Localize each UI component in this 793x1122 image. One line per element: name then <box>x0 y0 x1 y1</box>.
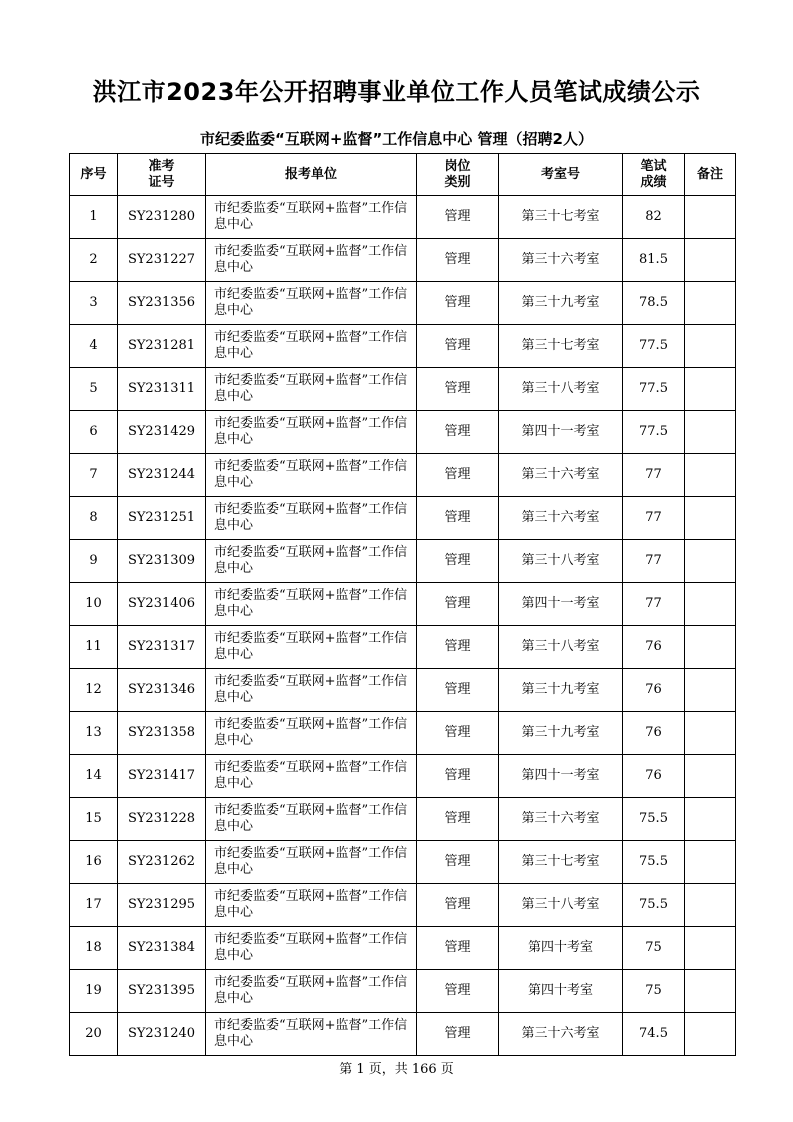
cell-room: 第三十六考室 <box>499 798 623 841</box>
cell-room: 第三十八考室 <box>499 884 623 927</box>
col-header-room: 考室号 <box>499 154 623 196</box>
cell-post: 管理 <box>417 927 499 970</box>
cell-score: 75.5 <box>623 884 685 927</box>
table-row <box>70 884 736 927</box>
table-row <box>70 368 736 411</box>
cell-unit: 市纪委监委“互联网+监督”工作信息中心 <box>206 239 417 282</box>
col-header-remark: 备注 <box>685 154 736 196</box>
score-table <box>69 153 736 1056</box>
cell-score: 75.5 <box>623 798 685 841</box>
cell-remark <box>685 368 736 411</box>
cell-seq: 8 <box>70 497 118 540</box>
cell-remark <box>685 927 736 970</box>
page-title: 洪江市2023年公开招聘事业单位工作人员笔试成绩公示 <box>92 78 701 106</box>
cell-remark <box>685 884 736 927</box>
cell-remark <box>685 411 736 454</box>
cell-post: 管理 <box>417 755 499 798</box>
cell-post: 管理 <box>417 368 499 411</box>
cell-score: 75.5 <box>623 841 685 884</box>
cell-seq: 3 <box>70 282 118 325</box>
cell-post: 管理 <box>417 1013 499 1056</box>
cell-remark <box>685 282 736 325</box>
table-header-row <box>70 154 736 196</box>
cell-unit: 市纪委监委“互联网+监督”工作信息中心 <box>206 755 417 798</box>
cell-room: 第三十九考室 <box>499 282 623 325</box>
cell-seq: 5 <box>70 368 118 411</box>
cell-remark <box>685 712 736 755</box>
cell-post: 管理 <box>417 583 499 626</box>
table-row <box>70 411 736 454</box>
cell-post: 管理 <box>417 841 499 884</box>
cell-ticket: SY231244 <box>118 454 206 497</box>
cell-room: 第四十一考室 <box>499 583 623 626</box>
cell-remark <box>685 798 736 841</box>
cell-ticket: SY231309 <box>118 540 206 583</box>
cell-unit: 市纪委监委“互联网+监督”工作信息中心 <box>206 626 417 669</box>
cell-unit: 市纪委监委“互联网+监督”工作信息中心 <box>206 841 417 884</box>
cell-unit: 市纪委监委“互联网+监督”工作信息中心 <box>206 669 417 712</box>
cell-post: 管理 <box>417 540 499 583</box>
cell-score: 77.5 <box>623 368 685 411</box>
cell-score: 81.5 <box>623 239 685 282</box>
position-subtitle: 市纪委监委“互联网+监督”工作信息中心 管理（招聘2人） <box>200 130 593 148</box>
cell-seq: 7 <box>70 454 118 497</box>
col-header-unit: 报考单位 <box>206 154 417 196</box>
cell-seq: 2 <box>70 239 118 282</box>
cell-unit: 市纪委监委“互联网+监督”工作信息中心 <box>206 454 417 497</box>
cell-ticket: SY231281 <box>118 325 206 368</box>
cell-ticket: SY231251 <box>118 497 206 540</box>
cell-room: 第三十六考室 <box>499 1013 623 1056</box>
cell-ticket: SY231262 <box>118 841 206 884</box>
cell-seq: 17 <box>70 884 118 927</box>
cell-remark <box>685 755 736 798</box>
cell-unit: 市纪委监委“互联网+监督”工作信息中心 <box>206 325 417 368</box>
cell-ticket: SY231358 <box>118 712 206 755</box>
cell-unit: 市纪委监委“互联网+监督”工作信息中心 <box>206 282 417 325</box>
cell-ticket: SY231429 <box>118 411 206 454</box>
cell-room: 第三十八考室 <box>499 368 623 411</box>
table-row <box>70 540 736 583</box>
cell-remark <box>685 669 736 712</box>
table-row <box>70 927 736 970</box>
cell-unit: 市纪委监委“互联网+监督”工作信息中心 <box>206 497 417 540</box>
cell-remark <box>685 497 736 540</box>
page-footer: 第 1 页，共 166 页 <box>339 1062 454 1077</box>
cell-ticket: SY231346 <box>118 669 206 712</box>
table-row <box>70 282 736 325</box>
cell-post: 管理 <box>417 454 499 497</box>
cell-score: 75 <box>623 970 685 1013</box>
table-row <box>70 755 736 798</box>
cell-score: 77 <box>623 497 685 540</box>
cell-remark <box>685 970 736 1013</box>
cell-score: 74.5 <box>623 1013 685 1056</box>
cell-post: 管理 <box>417 239 499 282</box>
cell-ticket: SY231227 <box>118 239 206 282</box>
cell-remark <box>685 239 736 282</box>
cell-post: 管理 <box>417 712 499 755</box>
cell-room: 第四十一考室 <box>499 411 623 454</box>
col-header-post: 岗位 类别 <box>417 154 499 196</box>
cell-room: 第三十六考室 <box>499 454 623 497</box>
cell-seq: 12 <box>70 669 118 712</box>
cell-ticket: SY231228 <box>118 798 206 841</box>
cell-seq: 19 <box>70 970 118 1013</box>
cell-room: 第四十考室 <box>499 970 623 1013</box>
cell-unit: 市纪委监委“互联网+监督”工作信息中心 <box>206 712 417 755</box>
cell-remark <box>685 626 736 669</box>
cell-seq: 18 <box>70 927 118 970</box>
cell-ticket: SY231356 <box>118 282 206 325</box>
col-header-seq: 序号 <box>70 154 118 196</box>
cell-room: 第三十六考室 <box>499 497 623 540</box>
cell-post: 管理 <box>417 196 499 239</box>
cell-ticket: SY231406 <box>118 583 206 626</box>
cell-seq: 14 <box>70 755 118 798</box>
cell-seq: 9 <box>70 540 118 583</box>
table-row <box>70 196 736 239</box>
table-row <box>70 454 736 497</box>
table-row <box>70 1013 736 1056</box>
cell-score: 77 <box>623 540 685 583</box>
cell-room: 第三十八考室 <box>499 626 623 669</box>
cell-remark <box>685 196 736 239</box>
cell-unit: 市纪委监委“互联网+监督”工作信息中心 <box>206 368 417 411</box>
table-row <box>70 798 736 841</box>
cell-unit: 市纪委监委“互联网+监督”工作信息中心 <box>206 884 417 927</box>
cell-unit: 市纪委监委“互联网+监督”工作信息中心 <box>206 970 417 1013</box>
cell-post: 管理 <box>417 325 499 368</box>
cell-room: 第三十七考室 <box>499 841 623 884</box>
cell-room: 第四十考室 <box>499 927 623 970</box>
cell-post: 管理 <box>417 884 499 927</box>
cell-seq: 16 <box>70 841 118 884</box>
cell-remark <box>685 325 736 368</box>
cell-room: 第三十七考室 <box>499 196 623 239</box>
cell-seq: 15 <box>70 798 118 841</box>
table-row <box>70 583 736 626</box>
cell-unit: 市纪委监委“互联网+监督”工作信息中心 <box>206 583 417 626</box>
cell-room: 第三十九考室 <box>499 669 623 712</box>
cell-room: 第三十八考室 <box>499 540 623 583</box>
cell-seq: 13 <box>70 712 118 755</box>
cell-remark <box>685 583 736 626</box>
cell-ticket: SY231395 <box>118 970 206 1013</box>
cell-score: 77.5 <box>623 325 685 368</box>
table-row <box>70 497 736 540</box>
cell-room: 第四十一考室 <box>499 755 623 798</box>
cell-ticket: SY231240 <box>118 1013 206 1056</box>
table-row <box>70 841 736 884</box>
cell-seq: 4 <box>70 325 118 368</box>
cell-score: 77 <box>623 454 685 497</box>
cell-seq: 1 <box>70 196 118 239</box>
col-header-ticket: 准考 证号 <box>118 154 206 196</box>
cell-remark <box>685 1013 736 1056</box>
cell-post: 管理 <box>417 798 499 841</box>
cell-seq: 20 <box>70 1013 118 1056</box>
cell-remark <box>685 540 736 583</box>
cell-score: 76 <box>623 712 685 755</box>
cell-score: 77.5 <box>623 411 685 454</box>
table-row <box>70 712 736 755</box>
cell-post: 管理 <box>417 669 499 712</box>
cell-ticket: SY231311 <box>118 368 206 411</box>
cell-score: 75 <box>623 927 685 970</box>
table-row <box>70 325 736 368</box>
table-row <box>70 970 736 1013</box>
cell-post: 管理 <box>417 970 499 1013</box>
cell-remark <box>685 454 736 497</box>
table-row <box>70 669 736 712</box>
cell-unit: 市纪委监委“互联网+监督”工作信息中心 <box>206 411 417 454</box>
cell-score: 76 <box>623 755 685 798</box>
cell-score: 82 <box>623 196 685 239</box>
cell-post: 管理 <box>417 626 499 669</box>
cell-unit: 市纪委监委“互联网+监督”工作信息中心 <box>206 1013 417 1056</box>
table-row <box>70 626 736 669</box>
cell-seq: 10 <box>70 583 118 626</box>
cell-ticket: SY231384 <box>118 927 206 970</box>
cell-seq: 6 <box>70 411 118 454</box>
cell-post: 管理 <box>417 411 499 454</box>
cell-score: 76 <box>623 669 685 712</box>
table-body <box>70 196 736 1056</box>
cell-unit: 市纪委监委“互联网+监督”工作信息中心 <box>206 540 417 583</box>
col-header-score: 笔试 成绩 <box>623 154 685 196</box>
cell-score: 76 <box>623 626 685 669</box>
cell-post: 管理 <box>417 282 499 325</box>
cell-room: 第三十七考室 <box>499 325 623 368</box>
cell-room: 第三十六考室 <box>499 239 623 282</box>
cell-seq: 11 <box>70 626 118 669</box>
cell-unit: 市纪委监委“互联网+监督”工作信息中心 <box>206 927 417 970</box>
cell-room: 第三十九考室 <box>499 712 623 755</box>
cell-ticket: SY231280 <box>118 196 206 239</box>
cell-ticket: SY231295 <box>118 884 206 927</box>
cell-post: 管理 <box>417 497 499 540</box>
cell-score: 78.5 <box>623 282 685 325</box>
cell-unit: 市纪委监委“互联网+监督”工作信息中心 <box>206 196 417 239</box>
cell-unit: 市纪委监委“互联网+监督”工作信息中心 <box>206 798 417 841</box>
table-row <box>70 239 736 282</box>
cell-ticket: SY231417 <box>118 755 206 798</box>
cell-score: 77 <box>623 583 685 626</box>
cell-remark <box>685 841 736 884</box>
cell-ticket: SY231317 <box>118 626 206 669</box>
